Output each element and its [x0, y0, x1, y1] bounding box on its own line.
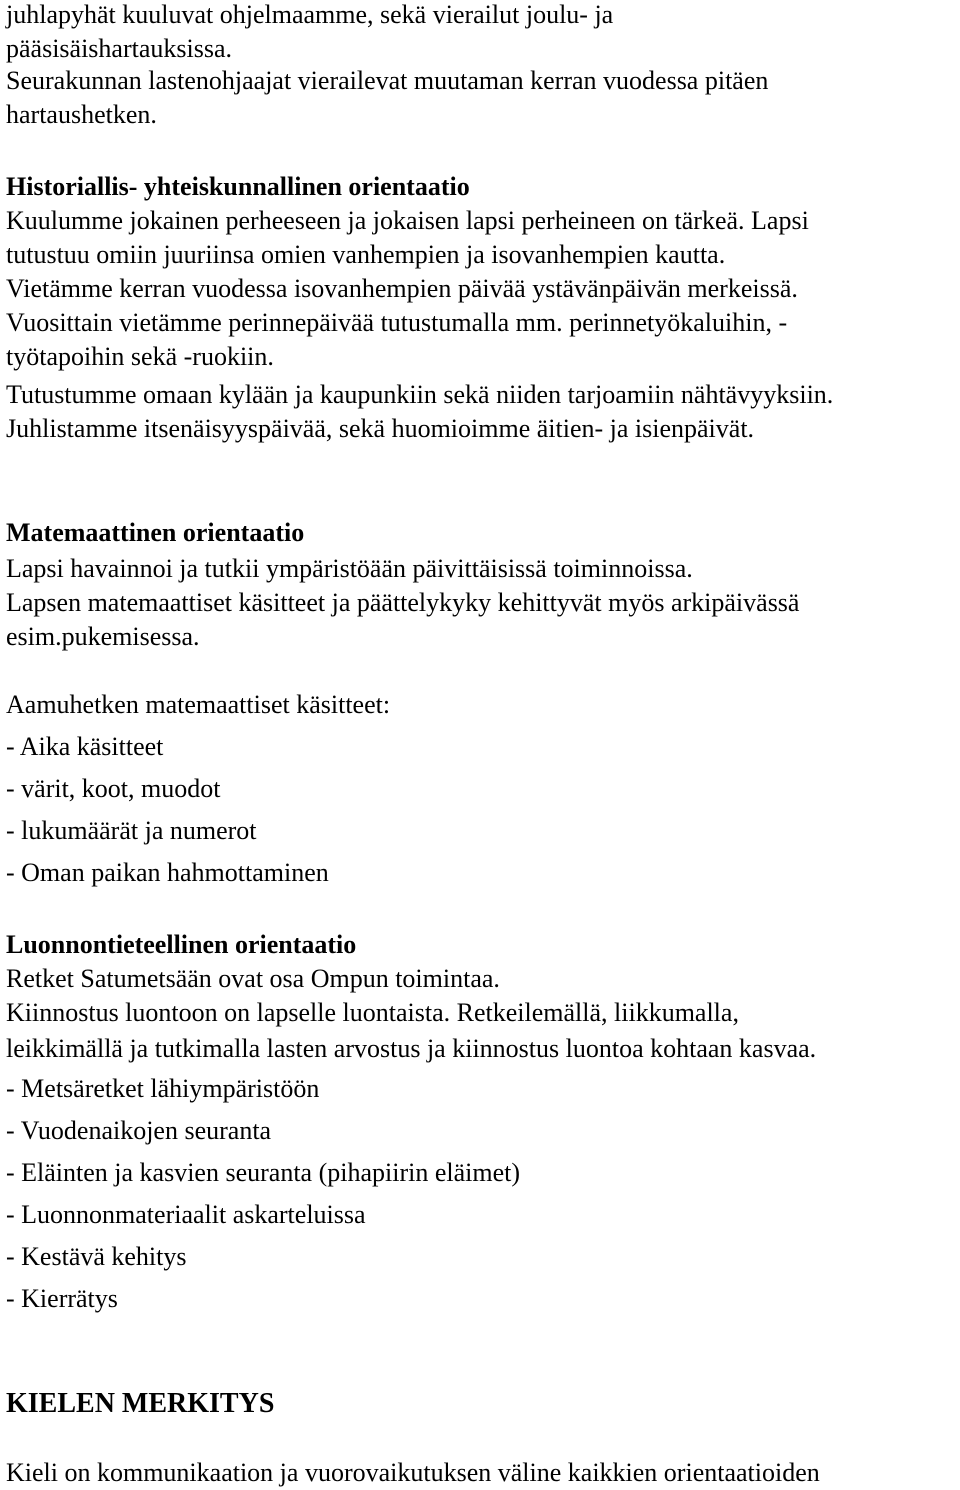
text-line: esim.pukemisessa. — [6, 622, 200, 651]
list-item: - Vuodenaikojen seuranta — [6, 1116, 272, 1145]
text-line: Lapsen matemaattiset käsitteet ja päättelykyky kehittyvät myös arkipäivässä — [6, 588, 800, 617]
list-item: - Luonnonmateriaalit askarteluissa — [6, 1200, 366, 1229]
text-line: Juhlistamme itsenäisyyspäivää, sekä huomioimme äitien- ja isienpäivät. — [6, 414, 755, 443]
section-heading: Matemaattinen orientaatio — [6, 518, 305, 547]
text-line: juhlapyhät kuuluvat ohjelmaamme, sekä vierailut joulu- ja — [6, 0, 614, 29]
section-heading: Luonnontieteellinen orientaatio — [6, 930, 357, 959]
list-item: - Metsäretket lähiympäristöön — [6, 1074, 320, 1103]
text-line: Kuulumme jokainen perheeseen ja jokaisen lapsi perheineen on tärkeä. Lapsi — [6, 206, 809, 235]
text-line: Seurakunnan lastenohjaajat vierailevat muutaman kerran vuodessa pitäen — [6, 66, 769, 95]
text-line: tutustuu omiin juuriinsa omien vanhempien ja isovanhempien kautta. — [6, 240, 726, 269]
text-line: Kieli on kommunikaation ja vuorovaikutuksen väline kaikkien orientaatioiden — [6, 1458, 820, 1487]
text-line: hartaushetken. — [6, 100, 157, 129]
text-line: Vietämme kerran vuodessa isovanhempien päivää ystävänpäivän merkeissä. — [6, 274, 798, 303]
list-item: - Eläinten ja kasvien seuranta (pihapiirin eläimet) — [6, 1158, 521, 1187]
text-line: Kiinnostus luontoon on lapselle luontaista. Retkeilemällä, liikkumalla, — [6, 998, 739, 1027]
text-line: leikkimällä ja tutkimalla lasten arvostus ja kiinnostus luontoa kohtaan kasvaa. — [6, 1034, 817, 1063]
list-item: - värit, koot, muodot — [6, 774, 221, 803]
text-line: Tutustumme omaan kylään ja kaupunkiin sekä niiden tarjoamiin nähtävyyksiin. — [6, 380, 834, 409]
list-title: Aamuhetken matemaattiset käsitteet: — [6, 690, 391, 719]
text-line: työtapoihin sekä -ruokiin. — [6, 342, 274, 371]
section-heading: KIELEN MERKITYS — [6, 1388, 275, 1419]
text-line: pääsisäishartauksissa. — [6, 34, 233, 63]
text-line: Retket Satumetsään ovat osa Ompun toimintaa. — [6, 964, 500, 993]
text-line: Vuosittain vietämme perinnepäivää tutustumalla mm. perinnetyökaluihin, - — [6, 308, 788, 337]
list-item: - Kierrätys — [6, 1284, 118, 1313]
section-heading: Historiallis- yhteiskunnallinen orientaatio — [6, 172, 470, 201]
list-item: - Kestävä kehitys — [6, 1242, 187, 1271]
text-line: Lapsi havainnoi ja tutkii ympäristöään päivittäisissä toiminnoissa. — [6, 554, 693, 583]
list-item: - Aika käsitteet — [6, 732, 164, 761]
list-item: - lukumäärät ja numerot — [6, 816, 257, 845]
list-item: - Oman paikan hahmottaminen — [6, 858, 329, 887]
